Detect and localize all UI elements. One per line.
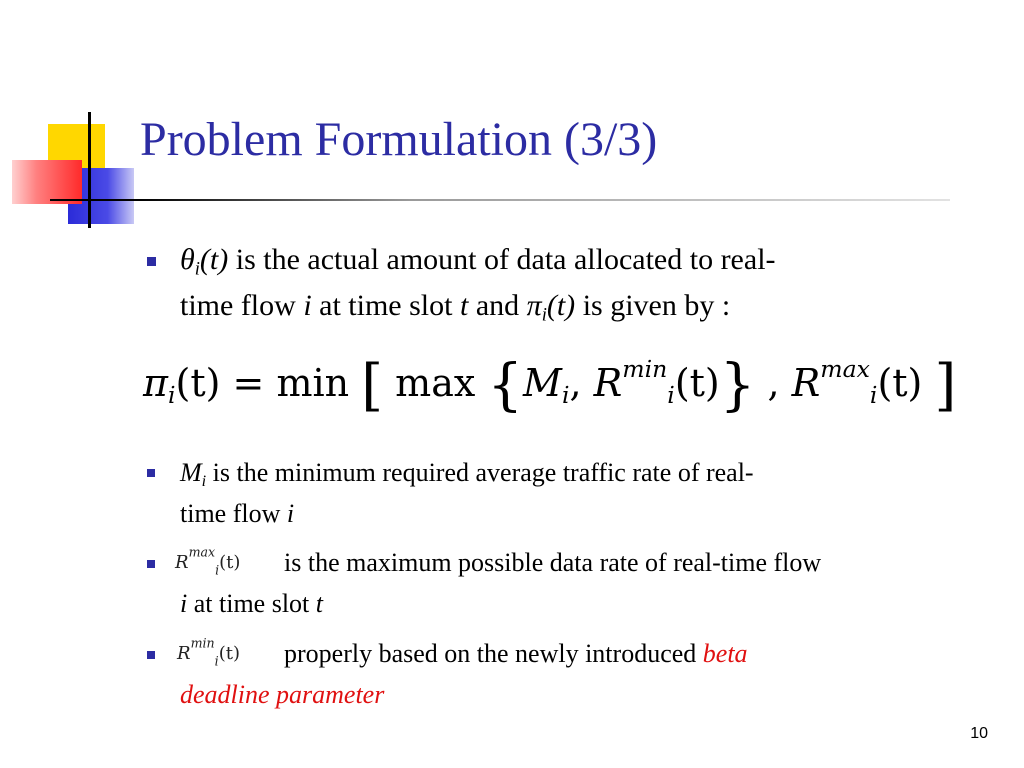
var-t: t	[459, 289, 469, 322]
bullet-3-line-1	[284, 543, 821, 583]
formula-pi-arg: (t)	[175, 361, 221, 405]
bullet-1-text-c: at time slot	[311, 289, 460, 322]
pi-argument: (t)	[546, 289, 576, 322]
R-subscript: i	[215, 562, 220, 578]
formula-R-max-arg: (t)	[877, 361, 923, 405]
formula-R-min-arg: (t)	[674, 361, 720, 405]
formula-R-min: R	[593, 361, 623, 405]
decor-red-block	[12, 160, 82, 204]
page-number: 10	[970, 725, 988, 742]
formula-max: max	[395, 361, 476, 405]
var-i: i	[303, 289, 312, 322]
M-symbol: M	[180, 458, 202, 487]
R-symbol: R	[177, 643, 191, 664]
bullet-1-line-1	[180, 238, 776, 282]
pi-formula	[143, 353, 957, 418]
highlight-beta: beta	[702, 639, 748, 668]
bullet-1-text-b: time flow	[180, 289, 304, 322]
slide-title: Problem Formulation (3/3)	[140, 113, 658, 166]
R-max-inline-formula	[175, 544, 241, 578]
bullet-1-line-2	[180, 284, 730, 328]
formula-R-max-sup: max	[820, 355, 870, 384]
decor-vertical-line	[88, 112, 91, 228]
formula-right-brace: }	[719, 353, 756, 418]
bullet-2-text-a: is the minimum required average traffic rate of real-	[206, 458, 754, 487]
title-underline	[50, 199, 950, 201]
formula-comma-1: ,	[569, 361, 594, 405]
bullet-marker	[147, 469, 155, 477]
formula-left-bracket: [	[361, 353, 384, 418]
formula-left-brace: {	[487, 353, 524, 418]
theta-argument: (t)	[199, 243, 229, 276]
R-argument: (t)	[219, 552, 241, 573]
formula-R-max: R	[791, 361, 821, 405]
bullet-2-line-1	[180, 453, 754, 493]
bullet-3-text-b: at time slot	[187, 589, 316, 618]
bullet-2-line-2	[180, 494, 294, 534]
bullet-2-text-b: time flow	[180, 499, 287, 528]
formula-R-max-sub: i	[869, 381, 878, 410]
formula-pi: π	[143, 361, 168, 405]
formula-equals: =	[220, 361, 277, 405]
bullet-4-line-1	[284, 634, 748, 674]
pi-subscript: i	[541, 304, 547, 326]
R-argument: (t)	[218, 643, 240, 664]
bullet-marker	[147, 560, 155, 568]
M-subscript: i	[201, 472, 207, 490]
formula-right-bracket: ]	[934, 353, 957, 418]
formula-M: M	[523, 361, 562, 405]
bullet-1-text-a: is the actual amount of data allocated to real-	[228, 243, 776, 276]
var-t: t	[315, 589, 324, 618]
R-subscript: i	[214, 653, 219, 669]
bullet-3-text-a: is the maximum possible data rate of real-time flow	[284, 548, 822, 577]
highlight-deadline-parameter: deadline parameter	[180, 680, 385, 709]
theta-symbol: θ	[180, 243, 195, 276]
formula-R-min-sub: i	[667, 381, 675, 410]
bullet-marker	[147, 257, 156, 266]
bullet-4-line-2	[180, 675, 384, 715]
bullet-3-line-2	[180, 584, 323, 624]
R-superscript: min	[190, 635, 215, 651]
theta-subscript: i	[194, 258, 200, 280]
var-i: i	[180, 589, 188, 618]
formula-min: min	[276, 361, 350, 405]
pi-symbol: π	[526, 289, 542, 322]
R-symbol: R	[175, 552, 189, 573]
formula-pi-sub: i	[167, 381, 176, 410]
bullet-1-text-d: and	[468, 289, 527, 322]
R-superscript: max	[188, 544, 216, 560]
var-i: i	[286, 499, 295, 528]
R-min-inline-formula	[177, 635, 240, 669]
formula-M-sub: i	[561, 381, 570, 410]
bullet-4-text-a: properly based on the newly introduced	[284, 639, 703, 668]
bullet-1-text-e: is given by :	[575, 289, 731, 322]
formula-comma-2: ,	[755, 361, 792, 405]
formula-R-min-sup: min	[622, 355, 668, 384]
bullet-marker	[147, 651, 155, 659]
